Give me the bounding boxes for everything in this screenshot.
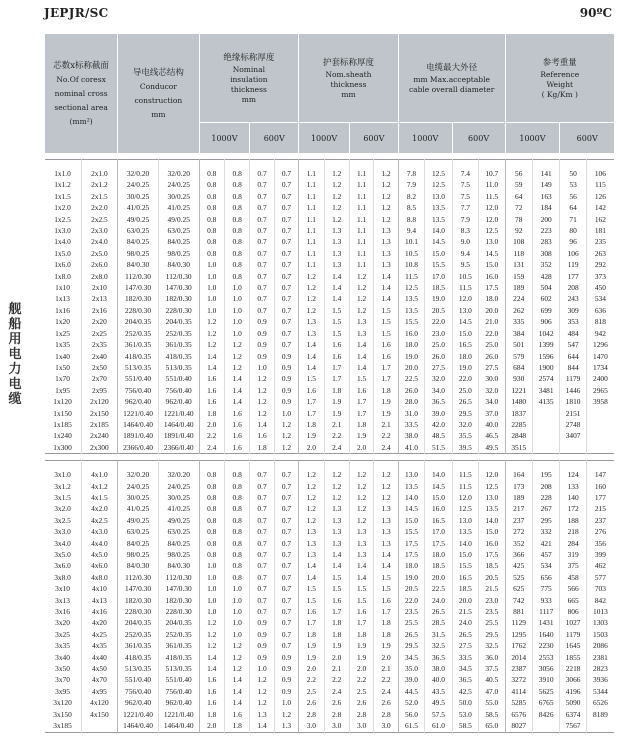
insulation-600v-b: 0.7 0.7 0.7 0.7 0.7 0.7 0.7 0.7 0.7 0.7 0.7 0.7 0.7 0.7 0.7 0.7 0.9 0.9 0.9 0.9 0.9 1.0 1.2 1.2 1.2 [274, 160, 298, 454]
header-insulation [199, 34, 299, 123]
insulation-600v-a: 0.7 0.7 0.7 0.7 0.7 0.7 0.7 0.7 0.7 0.7 0.7 0.7 0.7 0.9 0.9 0.9 0.9 1.0 1.2 1.2 1.2 1.3 1.4 [250, 461, 274, 732]
header-weight-cn: 参考重量 [542, 58, 577, 68]
insulation-1000v-a: 0.8 0.8 0.8 0.8 0.8 0.8 0.8 0.8 1.0 1.0 1.0 1.0 1.0 1.2 1.2 1.2 1.4 1.4 1.6 1.6 1.6 1.8 2.0 2.2 2.4 [199, 160, 224, 454]
product-code: JEPJR/SC [44, 6, 109, 20]
diameter-600v-b: 10.7 11.0 11.5 12.0 12.0 12.5 13.0 14.5 15.0 16.0 17.5 18.0 20.0 21.0 22.0 25.0 26.0 27.5 30.0 32.0 34.0 37.0 40.0 46.5 49.5 [479, 160, 505, 454]
sheath-600v: 600V [349, 123, 398, 154]
cores-triple-col: 3x1.0 3x1.2 3x1.5 3x2.0 3x2.5 3x3.0 3x4.0 3x5.0 3x6.0 3x8.0 3x10 3x13 3x16 3x20 3x25 3x35 3x40 3x50 3x70 3x95 3x120 3x150 3x185 [53, 470, 72, 731]
side-category-label: 舰船用电力电缆 [8, 302, 22, 407]
insulation-1000v: 1000V [199, 123, 250, 154]
sheath-600v-b: 1.2 1.2 1.2 1.2 1.2 1.3 1.3 1.3 1.3 1.4 1.4 1.4 1.5 1.5 1.5 1.6 1.6 1.7 1.7 1.8 1.9 1.9 2.1 2.2 2.4 [374, 160, 398, 454]
header-cores [45, 34, 118, 153]
insulation-1000v-b: 0.8 0.8 0.8 0.8 0.8 0.8 0.8 0.8 0.8 0.8 1.0 1.0 1.0 1.0 1.0 1.2 1.2 1.2 1.4 1.4 1.4 1.6 1.8 [224, 461, 249, 732]
header-conductor-en: Conducor construction [134, 81, 183, 105]
cores-quad-col: 4x1.0 4x1.2 4x1.5 4x2.0 4x2.5 4x3.0 4x4.0 4x5.0 4x6.0 4x8.0 4x10 4x13 4x16 4x20 4x25 4x35 4x40 4x50 4x70 4x95 4x120 4x150 [81, 461, 118, 732]
insulation-600v-a: 0.7 0.7 0.7 0.7 0.7 0.7 0.7 0.7 0.7 0.7 0.7 0.7 0.7 0.9 0.9 0.9 0.9 1.0 1.2 1.2 1.2 1.2 1.4 1.6 1.8 [250, 160, 274, 454]
diameter-1000v-a: 13.0 13.5 14.0 14.5 15.0 15.5 17.5 17.5 18.0 19.0 20.5 22.0 23.5 25.5 26.5 29.5 34.5 35.0 39.0 44.5 52.0 56.0 61.5 [398, 461, 424, 732]
header-insulation-unit: mm [241, 95, 256, 104]
sheath-1000v-a: 1.1 1.1 1.1 1.1 1.1 1.1 1.1 1.1 1.1 1.2 1.2 1.2 1.2 1.3 1.3 1.4 1.4 1.4 1.5 1.6 1.7 1.7 1.8 1.9 2.0 [299, 160, 324, 454]
diameter-1000v-a: 7.8 7.9 8.2 8.5 8.8 9.4 10.1 10.5 10.8 11.5 12.5 13.5 13.5 15.5 16.0 18.0 19.0 20.0 22.5 26.0 28.0 31.0 33.5 38.0 41.0 [398, 160, 424, 454]
sheath-600v-b: 1.2 1.2 1.2 1.3 1.3 1.3 1.3 1.4 1.4 1.5 1.5 1.6 1.7 1.8 1.8 1.9 2.0 2.1 2.2 2.4 2.6 2.8 3.0 [374, 461, 398, 732]
header-conductor-unit: mm [151, 109, 166, 119]
header-cores-en: No.Of coresx nominal cross sectional area [54, 74, 108, 112]
insulation-600v-b: 0.7 0.7 0.7 0.7 0.7 0.7 0.7 0.7 0.7 0.7 0.7 0.7 0.7 0.7 0.7 0.7 0.9 0.9 0.9 0.9 1.0 1.2 1.3 [274, 461, 298, 732]
header-weight-en: Reference Weight [540, 70, 580, 89]
conductor-col-b: 32/0.20 24/0.25 30/0.25 41/0.25 49/0.25 63/0.25 84/0.25 98/0.25 84/0.30 112/0.30 147/0.30 182/0.30 228/0.30 204/0.35 252/0.35 361/0.35 418/0.35 513/0.35 551/0.40 756/0.40 962/0.40 1221/0.40 1464/0.40 [158, 461, 199, 732]
header-diameter-cn: 电缆最大外径 [426, 63, 478, 73]
cores-double-col: 2x1.0 2x1.2 2x1.5 2x2.0 2x2.5 2x3.0 2x4.0 2x5.0 2x6.0 2x8.0 2x10 2x13 2x16 2x20 2x25 2x35 2x40 2x50 2x70 2x95 2x120 2x150 2x185 2x240 2x300 [81, 160, 118, 454]
diameter-600v-a: 7.4 7.5 7.5 7.7 7.9 8.3 9.0 9.4 9.5 10.5 11.5 12.0 13.0 14.5 15.0 16.5 18.0 19.0 22.0 25.0 26.5 29.5 32.0 35.5 39.5 [452, 160, 478, 454]
weight-1000v-b: 195 208 228 267 295 332 421 457 534 656 775 933 1117 1431 1640 2230 2553 3056 3910 5625 6765 8426 [532, 461, 559, 732]
temperature-rating: 90ºC [579, 6, 612, 20]
conductor-col-a: 32/0.20 24/0.25 30/0.25 41/0.25 49/0.25 63/0.25 84/0.25 98/0.25 84/0.30 112/0.30 147/0.30 182/0.30 228/0.30 204/0.35 252/0.35 361/0.35 418/0.35 513/0.35 551/0.40 756/0.40 962/0.40 1221/0.40 1464/0.40 1891/0.40 2366/0.40 [118, 160, 159, 454]
weight-1000v-a: 56 59 64 72 78 92 108 118 131 159 189 224 262 335 384 501 579 684 930 1221 1480 1837 2285 2848 3515 [505, 160, 532, 454]
diameter-1000v-b: 14.0 14.5 15.0 16.0 16.5 17.0 17.5 18.0 18.5 20.0 22.5 24.0 26.5 28.5 31.5 32.5 36.5 38.0 40.0 43.5 49.5 57.5 61.0 [425, 461, 452, 732]
header-conductor [118, 34, 199, 153]
sheath-1000v-b: 1.2 1.2 1.2 1.3 1.3 1.3 1.3 1.4 1.4 1.5 1.5 1.6 1.7 1.8 1.8 1.9 2.0 2.1 2.2 2.4 2.6 2.8 3.0 [324, 461, 349, 732]
weight-600v: 600V [560, 123, 614, 154]
sheath-600v-a: 1.2 1.2 1.2 1.2 1.2 1.3 1.3 1.3 1.4 1.4 1.5 1.5 1.6 1.7 1.8 1.9 1.9 2.0 2.2 2.5 2.6 2.8 3.0 [349, 461, 373, 732]
insulation-1000v-a: 0.8 0.8 0.8 0.8 0.8 0.8 0.8 0.8 1.0 1.0 1.0 1.0 1.0 1.2 1.2 1.2 1.4 1.4 1.6 1.6 1.6 1.8 2.0 [199, 461, 224, 732]
header-diameter [398, 34, 505, 123]
conductor-col-a: 32/0.20 24/0.25 30/0.25 41/0.25 49/0.25 63/0.25 84/0.25 98/0.25 84/0.30 112/0.30 147/0.30 182/0.30 228/0.30 204/0.35 252/0.35 361/0.35 418/0.35 513/0.35 551/0.40 756/0.40 962/0.40 1221/0.40 1464/0.40 [118, 461, 159, 732]
sheath-1000v-b: 1.2 1.2 1.2 1.2 1.2 1.3 1.3 1.3 1.3 1.4 1.4 1.4 1.5 1.5 1.5 1.6 1.6 1.7 1.7 1.8 1.9 1.9 2.1 2.2 2.4 [324, 160, 349, 454]
header-cores-unit: (mm²) [69, 116, 93, 126]
weight-600v-b: 106 115 126 142 162 181 235 263 292 373 450 534 636 818 942 1296 1470 1734 2400 2965 3958 [586, 160, 614, 454]
insulation-1000v-b: 0.8 0.8 0.8 0.8 0.8 0.8 0.8 0.8 0.8 0.8 1.0 1.0 1.0 1.0 1.0 1.2 1.2 1.2 1.4 1.4 1.4 1.6 1.6 1.6 1.6 [224, 160, 249, 454]
header-weight [505, 34, 614, 123]
sheath-1000v-a: 1.2 1.2 1.2 1.2 1.2 1.3 1.3 1.3 1.4 1.4 1.5 1.5 1.6 1.7 1.8 1.9 1.9 2.0 2.2 2.5 2.6 2.8 3.0 [299, 461, 324, 732]
header-diameter-en: mm Max.acceptable cable overall diameter [408, 75, 495, 94]
header-sheath-cn: 护套标称厚度 [322, 58, 374, 68]
diameter-1000v-b: 12.5 12.5 13.0 13.5 13.5 14.0 14.5 15.0 15.5 17.0 18.5 19.0 20.5 22.0 23.0 25.0 26.0 27.5 32.0 34.0 36.5 39.0 42.0 48.5 51.5 [425, 160, 452, 454]
conductor-col-b: 32/0.20 24/0.25 30/0.25 41/0.25 49/0.25 63/0.25 84/0.25 98/0.25 84/0.30 112/0.30 147/0.30 182/0.30 228/0.30 204/0.35 252/0.35 361/0.35 418/0.35 513/0.35 551/0.40 756/0.40 962/0.40 1221/0.40 1464/0.40 1891/0.40 2366/0.40 [158, 160, 199, 454]
weight-1000v: 1000V [505, 123, 560, 154]
sheath-600v-a: 1.1 1.1 1.1 1.1 1.1 1.1 1.1 1.1 1.1 1.2 1.2 1.2 1.2 1.3 1.3 1.4 1.4 1.4 1.5 1.6 1.7 1.7 1.8 1.9 2.0 [349, 160, 373, 454]
table-section [45, 160, 615, 454]
weight-600v-a: 124 133 140 172 188 218 284 319 375 458 566 665 806 1027 1179 1645 1855 2218 3066 4196 5090 6374 7567 [560, 461, 586, 732]
header-conductor-cn: 导电线芯结构 [132, 67, 184, 78]
table-section [45, 461, 615, 732]
header-sheath [299, 34, 399, 123]
cores-single-col: 1x1.0 1x1.2 1x1.5 1x2.0 1x2.5 1x3.0 1x4.0 1x5.0 1x6.0 1x8.0 1x10 1x13 1x16 1x20 1x25 1x35 1x40 1x50 1x70 1x95 1x120 1x150 1x185 1x240 1x300 [53, 169, 72, 452]
header-sheath-en: Nom.sheath thickness [325, 70, 372, 89]
sheath-1000v: 1000V [299, 123, 350, 154]
insulation-600v: 600V [250, 123, 299, 154]
diameter-600v-b: 12.0 12.5 13.0 13.5 14.0 15.0 16.0 17.5 18.5 20.5 21.5 23.0 23.5 25.5 29.5 32.5 36.0 37.5 40.5 47.0 55.0 58.5 65.0 [479, 461, 505, 732]
header-cores-cn: 芯数x标称截面 [53, 60, 109, 71]
header-insulation-cn: 绝缘标称厚度 [223, 53, 275, 63]
weight-600v-b: 147 160 177 215 237 276 356 399 462 577 703 842 1013 1303 1503 2086 2381 2823 3936 5344 6526 8189 [586, 461, 614, 732]
diameter-600v-a: 11.5 11.5 12.0 12.5 13.0 13.5 14.0 15.0 15.5 16.5 18.5 20.0 21.5 24.0 26.5 27.5 33.5 34.5 36.5 42.5 50.0 53.0 58.5 [452, 461, 478, 732]
diameter-600v: 600V [452, 123, 505, 154]
header-insulation-en: Nominal insulation thickness [230, 65, 268, 94]
diameter-1000v: 1000V [398, 123, 452, 154]
weight-1000v-b: 141 149 163 184 200 223 283 308 352 428 504 602 699 906 1042 1399 1596 1900 2574 3481 4135 [532, 160, 559, 454]
weight-1000v-a: 164 173 189 217 237 272 352 366 425 525 625 742 881 1129 1295 1762 2014 2387 3272 4114 5285 6576 8027 [505, 461, 532, 732]
weight-600v-a: 50 53 56 64 71 80 96 106 119 177 208 243 309 353 484 547 644 844 1179 1446 1810 2151 2748 3407 [560, 160, 586, 454]
header-weight-unit: ( Kg/Km ) [541, 90, 578, 99]
header-sheath-unit: mm [341, 90, 356, 99]
cable-spec-table [44, 34, 614, 733]
